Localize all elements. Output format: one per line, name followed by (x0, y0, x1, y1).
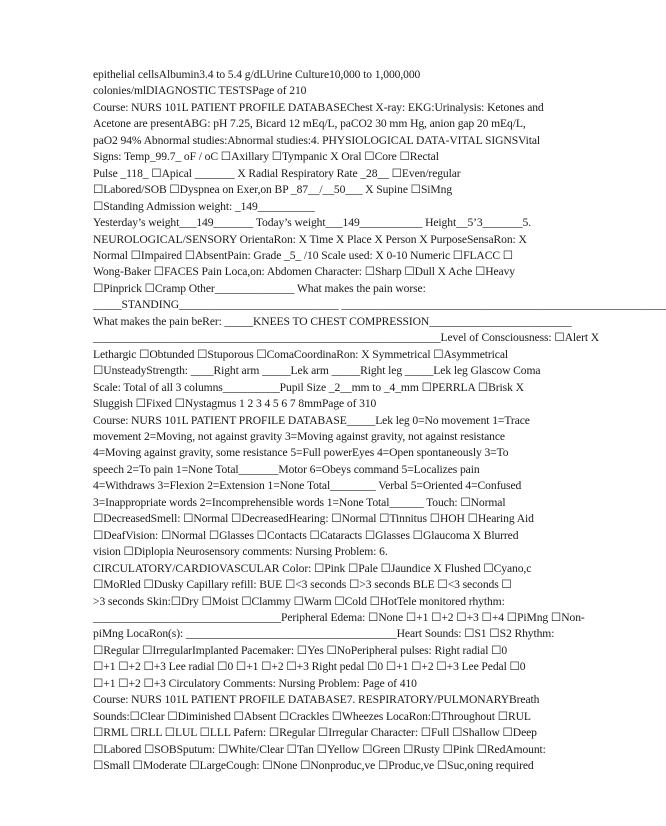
text-line: Yesterday’s weight___149_______ Today’s weight___149___________ Height__5’3_______5. (93, 216, 531, 230)
text-line: vision ☐Diplopia Neurosensory comments: Nursing Problem: 6. (93, 545, 388, 559)
text-line: speech 2=To pain 1=None Total_______Motor 6=Obeys command 5=Localizes pain (93, 462, 480, 476)
text-line: ☐Regular ☐IrregularImplanted Pacemaker: ☐Yes ☐NoPeripheral pulses: Right radial ☐0 (93, 643, 508, 657)
text-line: Sounds:☐Clear ☐Diminished ☐Absent ☐Crackles ☐Wheezes LocaRon:☐Throughout ☐RUL (93, 709, 531, 723)
text-line: 3=Inappropriate words 2=Incomprehensible words 1=None Total______ Touch: ☐Normal (93, 495, 506, 509)
text-line: ☐Labored ☐SOBSputum: ☐White/Clear ☐Tan ☐Yellow ☐Green ☐Rusty ☐Pink ☐RedAmount: (93, 742, 546, 756)
text-line: ☐RML ☐RLL ☐LUL ☐LLL Pafern: ☐Regular ☐Irregular Character: ☐Full ☐Shallow ☐Deep (93, 726, 537, 740)
text-line: Signs: Temp_99.7_ oF / oC ☐Axillary ☐Tympanic X Oral ☐Core ☐Rectal (93, 150, 439, 164)
text-line: Wong-Baker ☐FACES Pain Loca,on: Abdomen Character: ☐Sharp ☐Dull X Ache ☐Heavy (93, 265, 515, 279)
text-line: piMng LocaRon(s): _____________________________________Heart Sounds: ☐S1 ☐S2 Rhythm: (93, 627, 555, 641)
text-line: Course: NURS 101L PATIENT PROFILE DATABASEChest X-ray: EKG:Urinalysis: Ketones and (93, 100, 544, 114)
text-line: _____________________________________________________________Level of Consciousness: ☐Alert X (93, 331, 600, 345)
text-line: What makes the pain beRer: _____KNEES TO CHEST COMPRESSION_________________________ (93, 314, 572, 328)
text-line: epithelial cellsAlbumin3.4 to 5.4 g/dLUrine Culture10,000 to 1,000,000 (93, 68, 421, 81)
text-line: ☐Standing Admission weight: _149__________ (93, 199, 315, 213)
text-line: Lethargic ☐Obtunded ☐Stuporous ☐ComaCoordinaRon: X Symmetrical ☐Asymmetrical (93, 347, 509, 361)
text-line: _________________________________Peripheral Edema: ☐None ☐+1 ☐+2 ☐+3 ☐+4 ☐PiMng ☐Non- (93, 610, 585, 624)
text-line: NEUROLOGICAL/SENSORY OrientaRon: X Time X Place X Person X PurposeSensaRon: X (93, 232, 527, 246)
text-line: 4=Withdraws 3=Flexion 2=Extension 1=None Total________ Verbal 5=Oriented 4=Confused (93, 479, 522, 493)
text-line: Course: NURS 101L PATIENT PROFILE DATABASE7. RESPIRATORY/PULMONARYBreath (93, 693, 540, 707)
text-line: ☐DeafVision: ☐Normal ☐Glasses ☐Contacts ☐Cataracts ☐Glasses ☐Glaucoma X Blurred (93, 528, 519, 542)
text-line: ☐UnsteadyStrength: ____Right arm _____Lek arm _____Right leg _____Lek leg Glascow Coma (93, 364, 541, 378)
text-line: _____STANDING____________________________ _________________________________________________________ (93, 298, 666, 312)
text-line: Acetone are presentABG: pH 7.25, Bicard 12 mEq/L, paCO2 30 mm Hg, anion gap 20 mEq/L, (93, 117, 526, 131)
document-text (93, 67, 666, 774)
text-line: ☐+1 ☐+2 ☐+3 Lee radial ☐0 ☐+1 ☐+2 ☐+3 Right pedal ☐0 ☐+1 ☐+2 ☐+3 Lee Pedal ☐0 (93, 660, 526, 674)
text-line: CIRCULATORY/CARDIOVASCULAR Color: ☐Pink ☐Pale ☐Jaundice X Flushed ☐Cyano,c (93, 561, 532, 575)
text-line: colonies/mlDIAGNOSTIC TESTSPage of 210 (93, 84, 307, 98)
text-line: ☐+1 ☐+2 ☐+3 Circulatory Comments: Nursing Problem: Page of 410 (93, 676, 417, 690)
text-line: ☐Small ☐Moderate ☐LargeCough: ☐None ☐Nonproduc,ve ☐Produc,ve ☐Suc,oning required (93, 759, 534, 773)
text-line: ☐DecreasedSmell: ☐Normal ☐DecreasedHearing: ☐Normal ☐Tinnitus ☐HOH ☐Hearing Aid (93, 512, 534, 526)
text-line: paO2 94% Abnormal studies:Abnormal studies:4. PHYSIOLOGICAL DATA-VITAL SIGNSVital (93, 133, 541, 147)
text-line: ☐MoRled ☐Dusky Capillary refill: BUE ☐<3 seconds ☐>3 seconds BLE ☐<3 seconds ☐ (93, 578, 512, 592)
text-line: ☐Pinprick ☐Cramp Other______________ What makes the pain worse: (93, 281, 426, 295)
text-line: Normal ☐Impaired ☐AbsentPain: Grade _5_ /10 Scale used: X 0-10 Numeric ☐FLACC ☐ (93, 248, 514, 262)
text-line: Sluggish ☐Fixed ☐Nystagmus 1 2 3 4 5 6 7 8mmPage of 310 (93, 397, 377, 411)
text-line: Course: NURS 101L PATIENT PROFILE DATABASE_____Lek leg 0=No movement 1=Trace (93, 413, 530, 427)
text-line: ☐Labored/SOB ☐Dyspnea on Exer,on BP _87__/__50___ X Supine ☐SiMng (93, 183, 453, 197)
text-line: movement 2=Moving, not against gravity 3=Moving against gravity, not against resistance (93, 429, 505, 443)
text-line: Scale: Total of all 3 columns__________Pupil Size _2__mm to _4_mm ☐PERRLA ☐Brisk X (93, 380, 524, 394)
text-line: >3 seconds Skin:☐Dry ☐Moist ☐Clammy ☐Warm ☐Cold ☐HotTele monitored rhythm: (93, 594, 505, 608)
text-line: Pulse _118_ ☐Apical _______ X Radial Respiratory Rate _28__ ☐Even/regular (93, 166, 461, 180)
text-line: 4=Moving against gravity, some resistance 5=Full powerEyes 4=Open spontaneously 3=To (93, 446, 509, 460)
